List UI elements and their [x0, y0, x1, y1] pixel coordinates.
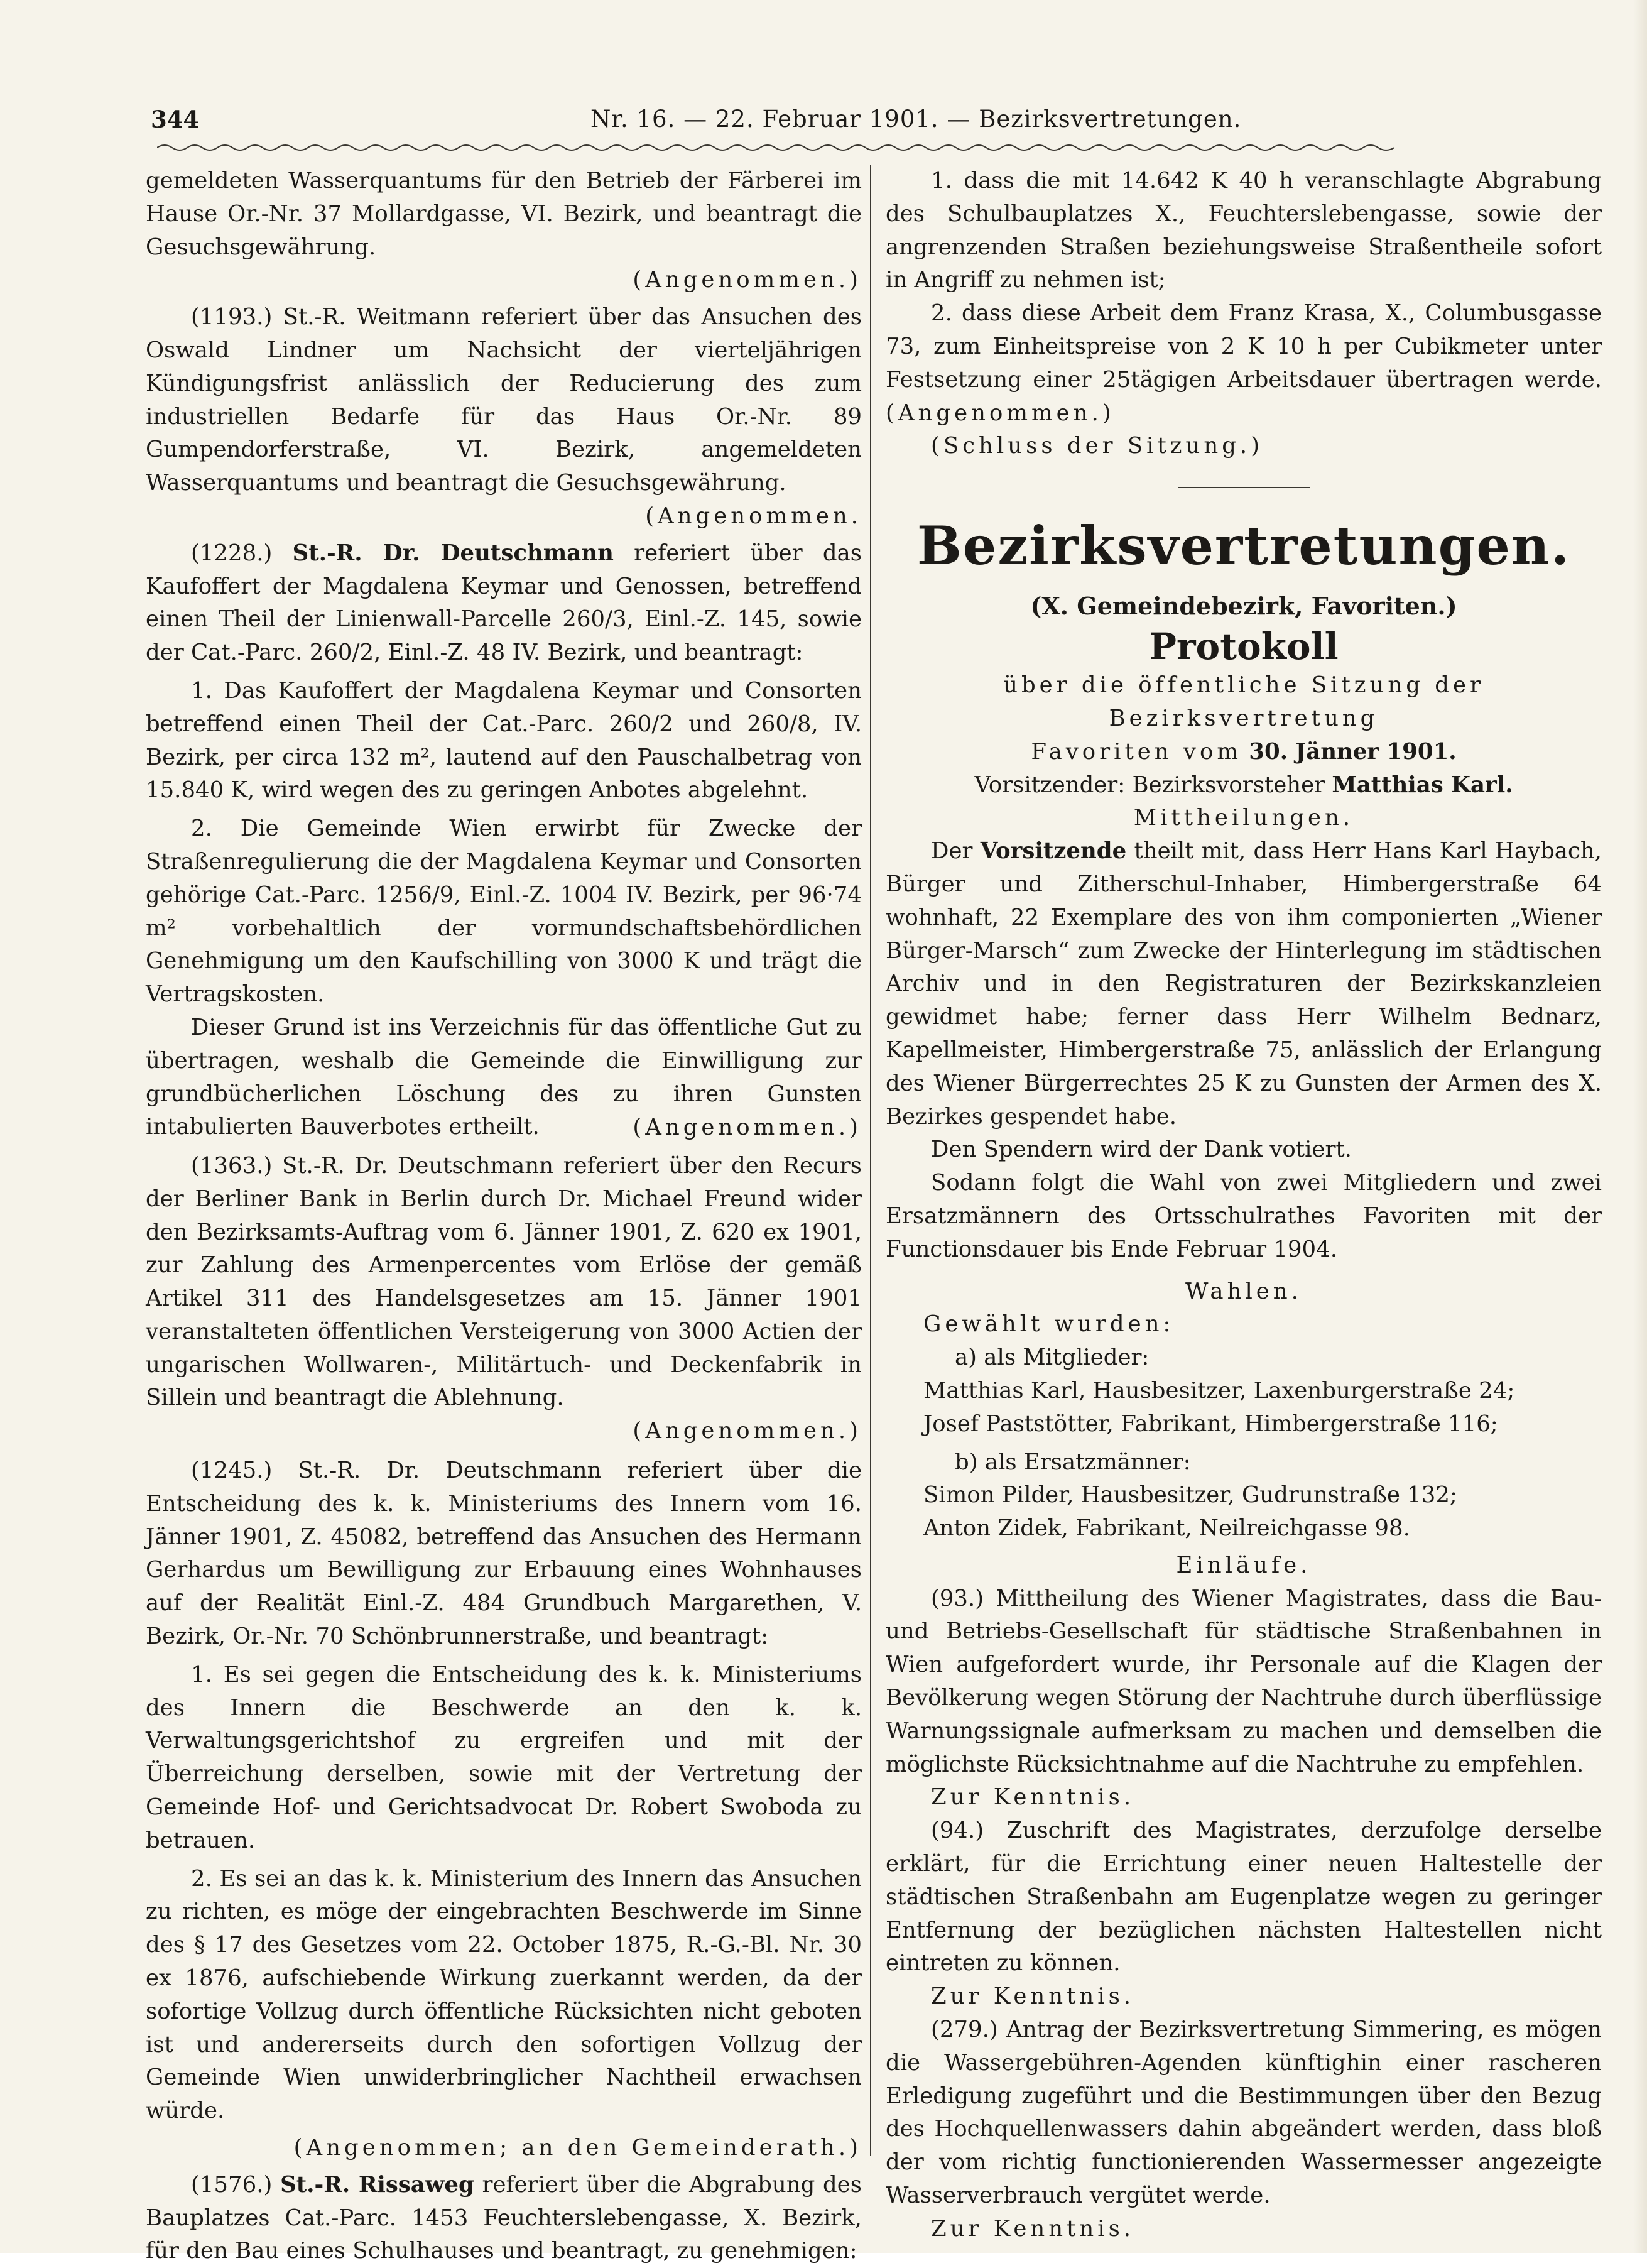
section-title: Bezirksvertretungen. — [916, 515, 1571, 577]
list-item: Josef Paststötter, Fabrikant, Himbergerstraße 116; — [923, 1410, 1498, 1437]
list-item: Anton Zidek, Fabrikant, Neilreichgasse 98. — [923, 1515, 1410, 1542]
chair-label: Vorsitzender: Bezirksvorsteher — [974, 771, 1325, 798]
paragraph: (1193.) St.-R. Weitmann referiert über das Ansuchen des Oswald Lindner um Nachsicht der vierteljährigen Kündigungsfrist anlässlich der Reducierung des zum industriellen Bedarfe für das Haus Or.-Nr. 89 Gumpendorferstraße, VI. Bezirk, angemeldeten Wasserquantums und beantragt die Gesuchsgewährung. — [146, 304, 862, 496]
column-divider — [870, 165, 871, 2156]
result-note: Zur Kenntnis. — [931, 2215, 1135, 2242]
paragraph: gemeldeten Wasserquantums für den Betrieb der Färberei im Hause Or.-Nr. 37 Mollardgasse, VI. Bezirk, und beantragt die Gesuchsgewährung. — [146, 168, 862, 260]
running-title: Nr. 16. — 22. Februar 1901. — Bezirksvertretungen. — [590, 106, 1242, 133]
result-note: (Angenommen; an den Gemeinderath.) — [293, 2135, 862, 2161]
protokoll-date-line — [886, 736, 1602, 769]
list-label: b) als Ersatzmänner: — [955, 1449, 1191, 1475]
paragraph: (93.) Mittheilung des Wiener Magistrates, dass die Bau- und Betriebs-Gesellschaft für städtische Straßenbahnen in Wien aufgefordert wurde, ihr Personale auf die Klagen der Bevölkerung wegen Störung der Nachtruhe durch überflüssige Warnungssignale aufmerksam zu machen und demselben die möglichste Rücksichtnahme auf die Nachtruhe zu empfehlen. — [886, 1585, 1602, 1777]
chair-line — [886, 769, 1602, 802]
paragraph-text: referiert über die Abgrabung des Bauplatzes Cat.-Parc. 1453 Feuchterslebengasse, X. Bezirk, für den Bau eines Schulhauses und beantragt, zu genehmigen: — [146, 2171, 862, 2264]
chair-name: Matthias Karl. — [1332, 771, 1513, 798]
motion-item — [886, 297, 1602, 430]
paragraph — [146, 537, 862, 670]
paragraph-text: theilt mit, dass Herr Hans Karl Haybach, Bürger und Zitherschul-Inhaber, Himbergerstraße 64 wohnhaft, 22 Exemplare des von ihm componierten „Wiener Bürger-Marsch“ zum Zwecke der Hinterlegung im städtischen Archiv und in den Registraturen der Bezirkskanzleien gewidmet habe; ferner dass Herr Wilhelm Bednarz, Kapellmeister, Himbergerstraße 75, anlässlich der Erlangung des Wiener Bürgerrechtes 25 K zu Gunsten der Armen des X. Bezirkes gespendet habe. — [886, 838, 1602, 1130]
paragraph-text: referiert über das Kaufoffert der Magdalena Keymar und Genossen, betreffend einen Theil der Linienwall-Parcelle 260/3, Einl.-Z. 145, sowie der Cat.-Parc. 260/2, Einl.-Z. 48 IV. Bezirk, und beantragt: — [146, 540, 862, 666]
result-note: (Angenommen. — [645, 503, 862, 529]
result-note: Zur Kenntnis. — [931, 1784, 1135, 1811]
paragraph: Dieser Grund ist ins Verzeichnis für das öffentliche Gut zu übertragen, weshalb die Gemeinde die Einwilligung zur grundbücherlichen Löschung des zu ihren Gunsten intabulierten Bauverbotes ertheilt. — [146, 1014, 862, 1140]
motion-item: 2. Die Gemeinde Wien erwirbt für Zwecke der Straßenregulierung die der Magdalena Keymar und Consorten gehörige Cat.-Parc. 1256/9, Einl.-Z. 1004 IV. Bezirk, per 96·74 m² vorbehaltlich der vormundschaftsbehördlichen Genehmigung um den Kaufschilling von 3000 K und trägt die Vertragskosten. — [146, 815, 862, 1008]
motion-item: 1. Das Kaufoffert der Magdalena Keymar und Consorten betreffend einen Theil der Cat.-Parc. 260/2 und 260/8, IV. Bezirk, per circa 132 m², lautend auf den Pauschalbetrag von 15.840 K, wird wegen des zu geringen Anbotes abgelehnt. — [146, 677, 862, 804]
result-note: (Angenommen.) — [886, 400, 1115, 426]
motion-item: 1. dass die mit 14.642 K 40 h veranschlagte Abgrabung des Schulbauplatzes X., Feuchterslebengasse, sowie der angrenzenden Straßen beziehungsweise Straßentheile sofort in Angriff zu nehmen ist; — [886, 168, 1602, 293]
result-note: Zur Kenntnis. — [931, 1983, 1135, 2010]
result-note: (Angenommen.) — [633, 1115, 862, 1141]
page-header — [151, 94, 1407, 144]
paragraph: (1363.) St.-R. Dr. Deutschmann referiert über den Recurs der Berliner Bank in Berlin durch Dr. Michael Freund wider den Bezirksamts-Auftrag vom 6. Jänner 1901, Z. 620 ex 1901, zur Zahlung des Armenpercentes vom Erlöse der gemäß Artikel 311 des Handelsgesetzes am 15. Jänner 1901 veranstalteten öffentlichen Versteigerung von 3000 Actien der ungarischen Wollwaren-, Militärtuch- und Deckenfabrik in Sillein und beantragt die Ablehnung. — [146, 1152, 862, 1411]
protokoll-subtitle: über die öffentliche Sitzung der Bezirksvertretung — [1003, 672, 1484, 731]
item-number: (1576.) — [191, 2171, 273, 2198]
result-note: (Angenommen.) — [633, 267, 862, 293]
paragraph: (94.) Zuschrift des Magistrates, derzufolge derselbe erklärt, für die Errichtung einer neuen Haltestelle der städtischen Straßenbahn am Eugenplatze wegen zu geringer Entfernung der bezüglichen nächsten Haltestellen nicht eintreten zu können. — [886, 1818, 1602, 1976]
subheading: Mittheilungen. — [1133, 805, 1354, 831]
left-column — [146, 165, 862, 2264]
motion-text: 2. dass diese Arbeit dem Franz Krasa, X., Columbusgasse 73, zum Einheitspreise von 2 K 10 h per Cubikmeter unter Festsetzung einer 25tägigen Arbeitsdauer übertragen werde. — [886, 300, 1602, 393]
paragraph-lead: Der — [931, 838, 973, 864]
header-wavy-rule — [157, 141, 1394, 154]
page-number: 344 — [151, 106, 200, 133]
list-heading: Gewählt wurden: — [923, 1311, 1175, 1338]
motion-item: 1. Es sei gegen die Entscheidung des k. k. Ministeriums des Innern die Beschwerde an den k. k. Verwaltungsgerichtshof zu ergreifen und mit der Überreichung derselben, sowie mit der Vertretung der Gemeinde Hof- und Gerichtsadvocat Dr. Robert Swoboda zu betrauen. — [146, 1661, 862, 1853]
speaker-name: St.-R. Rissaweg — [280, 2171, 474, 2198]
subheading: Einläufe. — [1176, 1552, 1312, 1578]
protokoll-date: 30. Jänner 1901. — [1249, 738, 1457, 765]
protokoll-heading: Protokoll — [1149, 625, 1339, 668]
speaker-name: St.-R. Dr. Deutschmann — [292, 540, 614, 566]
paragraph — [146, 2169, 862, 2268]
subheading: Wahlen. — [1185, 1278, 1302, 1304]
list-label: a) als Mitglieder: — [955, 1344, 1150, 1371]
list-item: Matthias Karl, Hausbesitzer, Laxenburgerstraße 24; — [923, 1377, 1515, 1404]
result-note: (Angenommen.) — [633, 1418, 862, 1444]
page-edge — [1633, 0, 1647, 2253]
paragraph: (1245.) St.-R. Dr. Deutschmann referiert über die Entscheidung des k. k. Ministeriums des Innern vom 16. Jänner 1901, Z. 45082, betreffend das Ansuchen des Hermann Gerhardus um Bewilligung zur Erbauung eines Wohnhauses auf der Realität Einl.-Z. 484 Grundbuch Margarethen, V. Bezirk, Or.-Nr. 70 Schönbrunnerstraße, und beantragt: — [146, 1458, 862, 1650]
district-heading: (X. Gemeindebezirk, Favoriten.) — [1030, 592, 1457, 621]
right-column — [886, 165, 1602, 2242]
protokoll-place: Favoriten vom — [1031, 738, 1242, 765]
motion-item: 2. Es sei an das k. k. Ministerium des Innern das Ansuchen zu richten, es möge der eingebrachten Beschwerde im Sinne des § 17 des Gesetzes vom 22. October 1875, R.-G.-Bl. Nr. 30 ex 1876, aufschiebende Wirkung zuerkannt werden, da der sofortige Vollzug durch öffentliche Rücksichten nicht geboten ist und andererseits durch den sofortigen Vollzug der Gemeinde Wien unwiderbringlicher Nachtheil erwachsen würde. — [146, 1865, 862, 2124]
paragraph — [886, 835, 1602, 1133]
item-number: (1228.) — [191, 540, 273, 566]
paragraph: (279.) Antrag der Bezirksvertretung Simmering, es mögen die Wassergebühren-Agenden künftighin einer rascheren Erledigung zugeführt und die Bestimmungen über den Bezug des Hochquellenwassers dahin abgeändert werden, dass bloß der vom richtig functionierenden Wassermesser angezeigte Wasserverbrauch vergütet werde. — [886, 2017, 1602, 2209]
speaker-name: Vorsitzende — [980, 838, 1127, 864]
paragraph: Sodann folgt die Wahl von zwei Mitgliedern und zwei Ersatzmännern des Ortsschulrathes Favoriten mit der Functionsdauer bis Ende Februar 1904. — [886, 1170, 1602, 1262]
paragraph: Den Spendern wird der Dank votiert. — [931, 1137, 1352, 1163]
session-close-note: (Schluss der Sitzung.) — [931, 433, 1264, 459]
section-divider — [1178, 487, 1310, 488]
list-item: Simon Pilder, Hausbesitzer, Gudrunstraße 132; — [923, 1482, 1457, 1508]
